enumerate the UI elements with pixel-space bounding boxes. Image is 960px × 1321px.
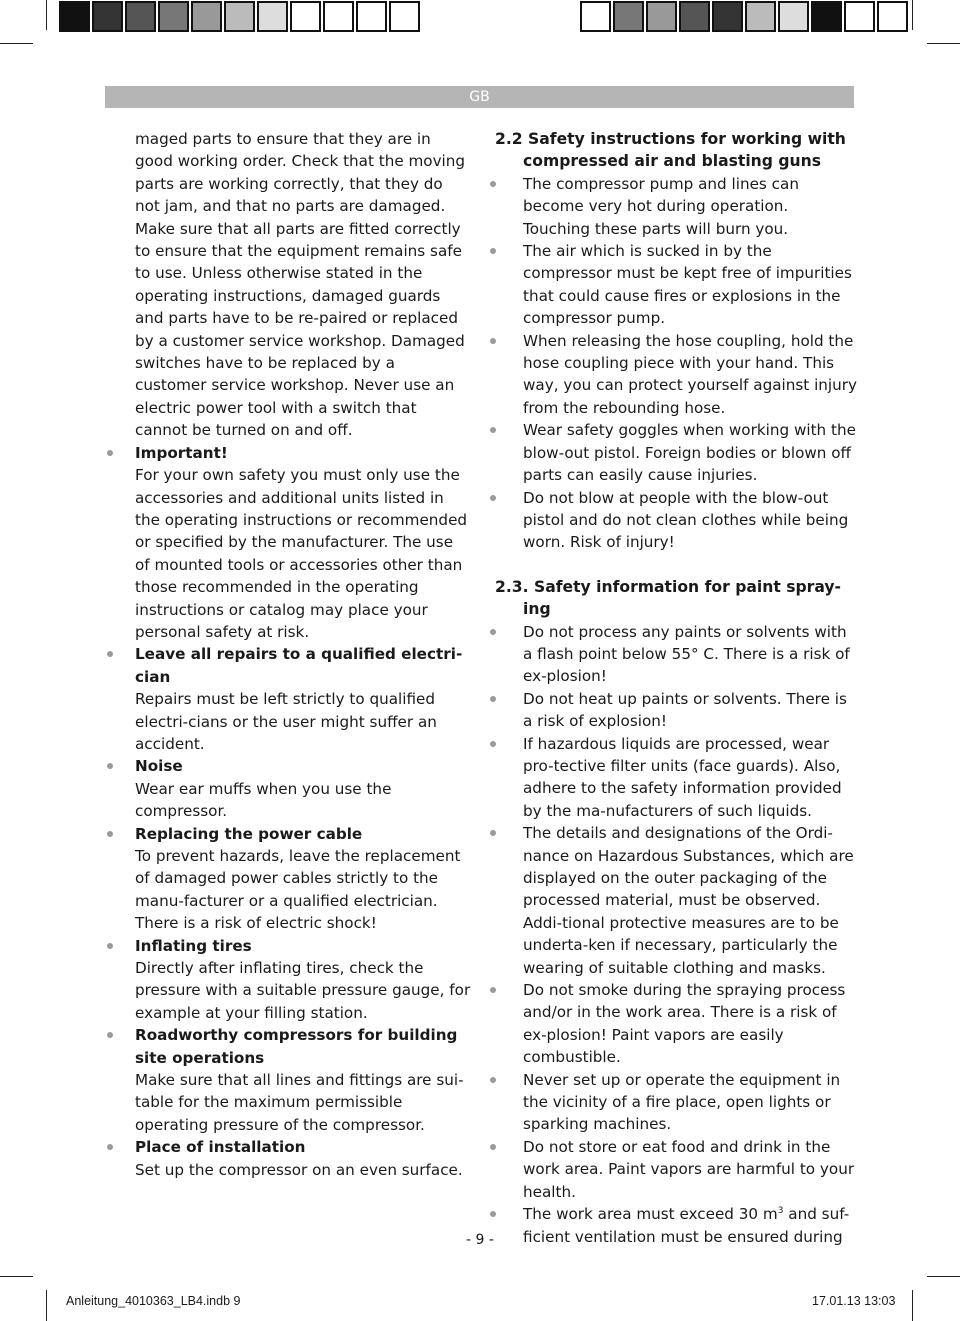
crop-mark: [927, 1276, 960, 1277]
item-text-end: and suf-ficient ventilation must be ensured during: [523, 1205, 850, 1246]
crop-mark: [46, 0, 47, 30]
page-number: - 9 -: [466, 1232, 494, 1248]
footer-file-name: Anleitung_4010363_LB4.indb 9: [66, 1294, 241, 1308]
list-item: The compressor pump and lines can become very hot during operation. Touching these parts will burn you.: [495, 173, 857, 240]
list-item: [135, 935, 471, 1025]
language-header-bar: GB: [105, 86, 854, 108]
left-column: [135, 128, 471, 1181]
crop-mark: [0, 1276, 33, 1277]
crop-mark: [46, 1290, 47, 1321]
item-text: Set up the compressor on an even surface.: [135, 1160, 463, 1179]
list-item: [135, 1024, 471, 1136]
item-heading: Roadworthy compressors for building site operations: [135, 1026, 458, 1067]
list-item: When releasing the hose coupling, hold the hose coupling piece with your hand. This way, you can protect yourself against injury from the rebounding hose.: [495, 330, 857, 420]
list-item: Do not process any paints or solvents with a flash point below 55° C. There is a risk of ex-plosion!: [495, 621, 857, 688]
crop-mark: [912, 1290, 913, 1321]
crop-mark: [0, 43, 33, 44]
superscript: 3: [777, 1206, 784, 1217]
list-item: Never set up or operate the equipment in the vicinity of a fire place, open lights or sparking machines.: [495, 1069, 857, 1136]
item-text: For your own safety you must only use the accessories and additional units listed in the operating instructions or recommended or specified by the manufacturer. The use of mounted tools or accessories other than those recommended in the operating instructions or catalog may place your personal safety at risk.: [135, 466, 468, 641]
crop-mark: [927, 43, 960, 44]
item-heading: Noise: [135, 757, 183, 776]
footer-timestamp: 17.01.13 13:03: [812, 1294, 896, 1308]
item-heading: Leave all repairs to a qualified electri-cian: [135, 645, 463, 686]
item-text-start: The work area must exceed 30 m: [523, 1205, 778, 1224]
right-column: [495, 128, 857, 1248]
list-item: Wear safety goggles when working with the blow-out pistol. Foreign bodies or blown off parts can easily cause injuries.: [495, 419, 857, 486]
list-item: [135, 643, 471, 755]
section-heading: 2.2 Safety instructions for working with compressed air and blasting guns: [495, 130, 846, 171]
item-heading: Inflating tires: [135, 936, 252, 955]
list-item: Do not heat up paints or solvents. There is a risk of explosion!: [495, 688, 857, 733]
calibration-strip-right: [580, 1, 910, 32]
list-item: If hazardous liquids are processed, wear pro-tective filter units (face guards). Also, adhere to the safety information provided by the ma-nufacturers of such liquids.: [495, 733, 857, 823]
item-text: To prevent hazards, leave the replacement of damaged power cables strictly to the manu-facturer or a qualified electrician. There is a risk of electric shock!: [135, 847, 461, 933]
item-text: Directly after inflating tires, check the pressure with a suitable pressure gauge, for example at your filling station.: [135, 959, 471, 1022]
list-item: Do not smoke during the spraying process and/or in the work area. There is a risk of ex-plosion! Paint vapors are easily combustible.: [495, 979, 857, 1069]
item-heading: Important!: [135, 443, 228, 462]
list-item: [135, 823, 471, 935]
calibration-strip-left: [59, 1, 422, 32]
item-heading: Replacing the power cable: [135, 824, 363, 843]
item-text: Make sure that all lines and fittings are sui-table for the maximum permissible operating pressure of the compressor.: [135, 1071, 464, 1134]
list-item: The details and designations of the Ordi-nance on Hazardous Substances, which are displayed on the outer packaging of the processed material, must be observed. Addi-tional protective measures are to be underta-ken if necessary, particularly the wearing of suitable clothing and masks.: [495, 822, 857, 979]
crop-mark: [912, 0, 913, 30]
intro-paragraph: maged parts to ensure that they are in good working order. Check that the moving parts are working correctly, that they do not jam, and that no parts are damaged. Make sure that all parts are fitted correctly to ensure that the equipment remains safe to use. Unless otherwise stated in the operating instructions, damaged guards and parts have to be re-paired or replaced by a customer service workshop. Damaged switches have to be replaced by a customer service workshop. Never use an electric power tool with a switch that cannot be turned on and off.: [135, 130, 466, 440]
item-heading: Place of installation: [135, 1138, 306, 1157]
list-item: [135, 1136, 471, 1181]
list-item: [135, 442, 471, 644]
item-text: Repairs must be left strictly to qualified electri-cians or the user might suffer an accident.: [135, 690, 437, 753]
section-heading: 2.3. Safety information for paint spray-ing: [495, 577, 842, 619]
list-item: Do not store or eat food and drink in the work area. Paint vapors are harmful to your health.: [495, 1136, 857, 1203]
list-item: Do not blow at people with the blow-out pistol and do not clean clothes while being worn. Risk of injury!: [495, 487, 857, 554]
section-spacer: [495, 554, 857, 576]
item-text: Wear ear muffs when you use the compressor.: [135, 779, 392, 821]
list-item: The air which is sucked in by the compressor must be kept free of impurities that could cause fires or explosions in the compressor pump.: [495, 240, 857, 330]
list-item: [135, 755, 471, 822]
